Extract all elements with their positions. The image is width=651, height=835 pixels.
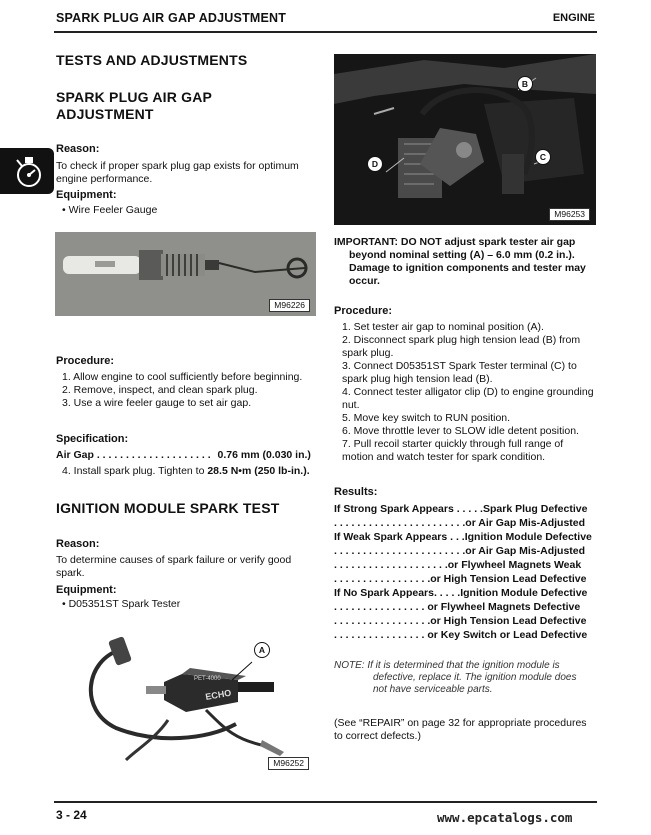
spark-tester-photo — [56, 620, 315, 774]
list-item: 1. Set tester air gap to nominal position (A). — [342, 321, 544, 333]
engine-illustration — [334, 54, 596, 225]
install-step-text: 4. Install spark plug. Tighten to — [62, 465, 208, 477]
list-item: 3. Connect D05351ST Spark Tester terminal (C) to — [342, 360, 577, 372]
result-row: . . . . . . . . . . . . . . . . . . . . . . .or Air Gap Mis-Adjusted — [334, 545, 586, 557]
list-item: motion and watch tester for spark condition. — [342, 451, 546, 463]
ignition-equipment-item: • D05351ST Spark Tester — [62, 598, 181, 610]
list-item: spark plug high tension lead (B). — [342, 373, 493, 385]
list-item: 7. Pull recoil starter quickly through full range of — [342, 438, 564, 450]
list-item: nut. — [342, 399, 360, 411]
note-line: defective, replace it. The ignition module does — [373, 672, 577, 683]
page-header-title: SPARK PLUG AIR GAP ADJUSTMENT — [56, 11, 287, 25]
callout-d: D — [367, 156, 383, 172]
spec-leader: Air Gap . . . . . . . . . . . . . . . . . . . . — [56, 449, 211, 461]
ignition-reason-label: Reason: — [56, 538, 100, 550]
tests-heading: TESTS AND ADJUSTMENTS — [56, 52, 248, 68]
photo-tag: M96252 — [268, 757, 309, 770]
list-item: 3. Use a wire feeler gauge to set air gap. — [62, 397, 252, 409]
important-line: IMPORTANT: DO NOT adjust spark tester air gap — [334, 236, 576, 248]
engine-icon — [0, 148, 54, 194]
result-row: If Weak Spark Appears . . .Ignition Module Defective — [334, 531, 592, 543]
result-row: If No Spark Appears. . . . .Ignition Module Defective — [334, 587, 588, 599]
specification-label: Specification: — [56, 433, 129, 445]
list-item: 1. Allow engine to cool sufficiently before beginning. — [62, 371, 303, 383]
list-item: 6. Move throttle lever to SLOW idle detent position. — [342, 425, 579, 437]
spec-value: 0.76 mm (0.030 in.) — [217, 449, 311, 461]
important-line: occur. — [349, 275, 380, 287]
procedure-list — [62, 371, 302, 410]
list-item: 2. Remove, inspect, and clean spark plug. — [62, 384, 258, 396]
note-line: not have serviceable parts. — [373, 684, 493, 695]
note — [334, 660, 576, 696]
callout-c: C — [535, 149, 551, 165]
reason-text-line1: To check if proper spark plug gap exists for optimum — [56, 160, 299, 172]
header-divider — [54, 31, 597, 33]
tester-model-label: PET-4000 — [194, 676, 221, 682]
spec-row — [56, 449, 311, 462]
engine-tester-photo — [334, 54, 596, 225]
list-item: 2. Disconnect spark plug high tension lead (B) from — [342, 334, 581, 346]
photo-tag: M96253 — [549, 208, 590, 221]
result-row: . . . . . . . . . . . . . . . . . . . . . . .or Air Gap Mis-Adjusted — [334, 517, 586, 529]
equipment-item: • Wire Feeler Gauge — [62, 204, 158, 216]
important-notice — [334, 236, 586, 288]
important-line: beyond nominal setting (A) – 6.0 mm (0.2 in.). — [349, 249, 575, 261]
reason-label: Reason: — [56, 143, 100, 155]
photo-tag: M96226 — [269, 299, 310, 312]
ignition-reason-line1: To determine causes of spark failure or verify good — [56, 554, 292, 566]
spark-tester-illustration — [56, 620, 315, 774]
tester-brand-label: ECHO — [204, 687, 232, 702]
callout-b: B — [517, 76, 533, 92]
result-row: . . . . . . . . . . . . . . . . or Key Switch or Lead Defective — [334, 629, 588, 641]
procedure-label: Procedure: — [56, 355, 115, 367]
result-row: . . . . . . . . . . . . . . . . .or High Tension Lead Defective — [334, 573, 587, 585]
result-row: . . . . . . . . . . . . . . . . .or High Tension Lead Defective — [334, 615, 587, 627]
ignition-reason-line2: spark. — [56, 567, 85, 579]
result-row: . . . . . . . . . . . . . . . . . . . .or Flywheel Magnets Weak — [334, 559, 582, 571]
equipment-label: Equipment: — [56, 189, 117, 201]
ignition-equipment-label: Equipment: — [56, 584, 117, 596]
procedure-list-right — [342, 321, 594, 464]
spark-plug-photo — [55, 232, 316, 316]
result-row: . . . . . . . . . . . . . . . . or Flywheel Magnets Defective — [334, 601, 581, 613]
install-step — [62, 465, 310, 478]
spark-plug-heading-line2: ADJUSTMENT — [56, 106, 154, 122]
see-repair-line1: (See “REPAIR” on page 32 for appropriate procedures — [334, 717, 587, 729]
section-tab — [0, 148, 54, 194]
spark-plug-heading-line1: SPARK PLUG AIR GAP — [56, 89, 213, 105]
watermark: www.epcatalogs.com — [437, 810, 573, 825]
ignition-heading: IGNITION MODULE SPARK TEST — [56, 500, 280, 516]
results-table — [334, 502, 592, 642]
torque-value: 28.5 N•m (250 lb-in.). — [207, 465, 310, 477]
list-item: spark plug. — [342, 347, 394, 359]
procedure-label-right: Procedure: — [334, 305, 393, 317]
page-number: 3 - 24 — [56, 808, 87, 822]
see-repair-line2: to correct defects.) — [334, 730, 421, 742]
reason-text-line2: engine performance. — [56, 173, 153, 185]
footer-divider — [54, 801, 597, 803]
list-item: 5. Move key switch to RUN position. — [342, 412, 511, 424]
note-line: NOTE: If it is determined that the ignition module is — [334, 660, 560, 671]
section-label: ENGINE — [552, 12, 595, 24]
results-label: Results: — [334, 486, 378, 498]
result-row: If Strong Spark Appears . . . . .Spark Plug Defective — [334, 503, 588, 515]
important-line: Damage to ignition components and tester may — [349, 262, 586, 274]
callout-a: A — [254, 642, 270, 658]
list-item: 4. Connect tester alligator clip (D) to engine grounding — [342, 386, 594, 398]
